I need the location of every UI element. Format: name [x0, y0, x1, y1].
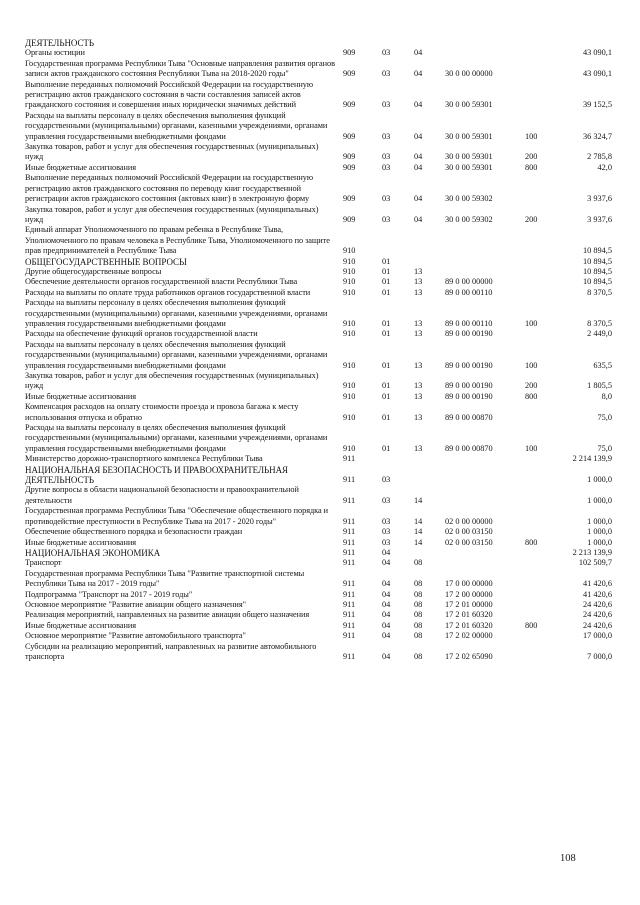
amount-cell: 3 937,6 [587, 214, 612, 224]
subsection-code-cell: 08 [414, 651, 423, 661]
amount-cell: 17 000,0 [582, 631, 612, 641]
ministry-code-cell: 911 [343, 527, 356, 537]
section-code-cell: 01 [382, 381, 391, 391]
row-name: Иные бюджетные ассигнования [25, 537, 137, 547]
ministry-code-cell: 910 [343, 256, 356, 266]
section-code-cell: 03 [382, 194, 391, 204]
table-row [0, 371, 640, 392]
amount-cell: 10 894,5 [582, 277, 612, 287]
amount-cell: 7 000,0 [587, 651, 612, 661]
amount-cell: 2 785,8 [587, 152, 612, 162]
expense-type-cell: 100 [525, 443, 538, 453]
table-row [0, 288, 640, 298]
amount-cell: 2 449,0 [587, 329, 612, 339]
subsection-code-cell: 04 [414, 100, 423, 110]
table-row [0, 590, 640, 600]
amount-cell: 10 894,5 [582, 266, 612, 276]
amount-cell: 1 000,0 [587, 495, 612, 505]
section-code-cell: 04 [382, 599, 391, 609]
subsection-code-cell: 13 [414, 287, 423, 297]
section-code-cell: 03 [382, 495, 391, 505]
section-code-cell: 01 [382, 360, 391, 370]
row-name: Государственная программа Республики Тыва "Развитие транспортной системы Республики Тыва на 2017 - 2019 годы" [25, 568, 305, 589]
amount-cell: 39 152,5 [582, 100, 612, 110]
ministry-code-cell: 911 [343, 651, 356, 661]
subsection-code-cell: 04 [414, 152, 423, 162]
ministry-code-cell: 911 [343, 516, 356, 526]
subsection-code-cell: 08 [414, 631, 423, 641]
target-article-cell: 02 0 00 00000 [445, 516, 493, 526]
amount-cell: 10 894,5 [582, 256, 612, 266]
table-row [0, 257, 640, 267]
ministry-code-cell: 911 [343, 579, 356, 589]
section-code-cell: 04 [382, 631, 391, 641]
row-name: Расходы на выплаты по оплате труда работников органов государственной власти [25, 287, 311, 297]
target-article-cell: 89 0 00 00000 [445, 277, 493, 287]
row-name: ОБЩЕГОСУДАРСТВЕННЫЕ ВОПРОСЫ [25, 256, 187, 267]
row-name: Единый аппарат Уполномоченного по правам ребенка в Республике Тыва, Уполномоченного по правам человека в Республике Тыва, Уполномоченного по защите прав предпринимателей в Республике Тыва [25, 225, 330, 256]
subsection-code-cell: 14 [414, 495, 423, 505]
ministry-code-cell: 909 [343, 131, 356, 141]
target-article-cell: 30 0 00 59302 [445, 214, 493, 224]
ministry-code-cell: 911 [343, 454, 356, 464]
subsection-code-cell: 13 [414, 391, 423, 401]
ministry-code-cell: 910 [343, 318, 356, 328]
amount-cell: 1 000,0 [587, 527, 612, 537]
target-article-cell: 17 2 01 60320 [445, 610, 493, 620]
table-row [0, 173, 640, 204]
target-article-cell: 30 0 00 59301 [445, 131, 493, 141]
ministry-code-cell: 910 [343, 443, 356, 453]
section-code-cell: 01 [382, 329, 391, 339]
expense-type-cell: 800 [525, 162, 538, 172]
amount-cell: 41 420,6 [582, 589, 612, 599]
row-name: НАЦИОНАЛЬНАЯ ЭКОНОМИКА [25, 547, 161, 558]
subsection-code-cell: 08 [414, 589, 423, 599]
amount-cell: 2 213 139,9 [572, 547, 612, 557]
row-name: НАЦИОНАЛЬНАЯ БЕЗОПАСНОСТЬ И ПРАВООХРАНИТЕЛЬНАЯ ДЕЯТЕЛЬНОСТЬ [25, 464, 288, 486]
section-code-cell: 03 [382, 537, 391, 547]
section-code-cell: 04 [382, 589, 391, 599]
amount-cell: 635,5 [593, 360, 612, 370]
target-article-cell: 89 0 00 00110 [445, 287, 493, 297]
target-article-cell: 17 2 02 00000 [445, 631, 493, 641]
ministry-code-cell: 910 [343, 412, 356, 422]
table-row [0, 163, 640, 173]
table-row [0, 80, 640, 111]
table-row [0, 225, 640, 256]
table-row [0, 38, 640, 48]
amount-cell: 1 000,0 [587, 537, 612, 547]
amount-cell: 41 420,6 [582, 579, 612, 589]
expense-type-cell: 100 [525, 131, 538, 141]
row-name: Расходы на выплаты персоналу в целях обеспечения выполнения функций государственными (муниципальными) органами, казенными учреждениями, органами управления государственными внебюджетными фондами [25, 298, 328, 328]
expense-type-cell: 100 [525, 360, 538, 370]
section-code-cell: 01 [382, 318, 391, 328]
ministry-code-cell: 910 [343, 381, 356, 391]
target-article-cell: 30 0 00 59302 [445, 194, 493, 204]
amount-cell: 42,0 [597, 162, 612, 172]
row-name: Расходы на выплаты персоналу в целях обеспечения выполнения функций государственными (муниципальными) органами, казенными учреждениями, органами управления государственными внебюджетными фондами [25, 110, 328, 141]
subsection-code-cell: 04 [414, 194, 423, 204]
section-code-cell: 01 [382, 412, 391, 422]
table-row [0, 402, 640, 423]
ministry-code-cell: 909 [343, 100, 356, 110]
row-name: Выполнение переданных полномочий Российской Федерации на государственную регистрацию актов гражданского состояния в части составления записей актов гражданского состояния и совершения иных юридически значимых действий [25, 79, 313, 110]
amount-cell: 8,0 [601, 391, 612, 401]
table-row [0, 205, 640, 226]
row-name: Транспорт [25, 558, 62, 568]
row-name: Основное мероприятие "Развитие авиации общего назначения" [25, 599, 246, 609]
section-code-cell: 03 [382, 214, 391, 224]
amount-cell: 1 000,0 [587, 516, 612, 526]
row-name: Другие вопросы в области национальной безопасности и правоохранительной деятельности [25, 485, 299, 505]
table-row [0, 142, 640, 163]
ministry-code-cell: 909 [343, 162, 356, 172]
row-name: Основное мероприятие "Развитие автомобильного транспорта" [25, 631, 246, 641]
row-name: Обеспечение общественного порядка и безопасности граждан [25, 527, 243, 537]
ministry-code-cell: 911 [343, 589, 356, 599]
target-article-cell: 89 0 00 00190 [445, 381, 493, 391]
target-article-cell: 17 2 01 60320 [445, 620, 493, 630]
table-row [0, 111, 640, 142]
table-row [0, 277, 640, 287]
amount-cell: 8 370,5 [587, 318, 612, 328]
amount-cell: 8 370,5 [587, 287, 612, 297]
section-code-cell: 04 [382, 558, 391, 568]
row-name: Иные бюджетные ассигнования [25, 620, 137, 630]
section-code-cell: 04 [382, 651, 391, 661]
target-article-cell: 30 0 00 59301 [445, 100, 493, 110]
target-article-cell: 17 2 02 65090 [445, 651, 493, 661]
target-article-cell: 30 0 00 59301 [445, 152, 493, 162]
subsection-code-cell: 13 [414, 381, 423, 391]
row-name: Министерство дорожно-транспортного комплекса Республики Тыва [25, 454, 263, 464]
row-name: Обеспечение деятельности органов государственной власти Республики Тыва [25, 277, 298, 287]
target-article-cell: 30 0 00 00000 [445, 69, 493, 79]
amount-cell: 36 324,7 [582, 131, 612, 141]
budget-table [0, 38, 640, 662]
section-code-cell: 01 [382, 443, 391, 453]
target-article-cell: 89 0 00 00190 [445, 329, 493, 339]
target-article-cell: 89 0 00 00190 [445, 391, 493, 401]
subsection-code-cell: 13 [414, 266, 423, 276]
amount-cell: 3 937,6 [587, 194, 612, 204]
target-article-cell: 30 0 00 59301 [445, 162, 493, 172]
table-row [0, 538, 640, 548]
table-row [0, 610, 640, 620]
page-number: 108 [560, 853, 576, 864]
amount-cell: 2 214 139,9 [572, 454, 612, 464]
section-code-cell: 03 [382, 131, 391, 141]
row-name: Подпрограмма "Транспорт на 2017 - 2019 годы" [25, 589, 193, 599]
section-code-cell: 01 [382, 277, 391, 287]
target-article-cell: 17 2 01 00000 [445, 599, 493, 609]
ministry-code-cell: 909 [343, 69, 356, 79]
table-row [0, 506, 640, 527]
section-code-cell: 03 [382, 152, 391, 162]
row-name: Реализация мероприятий, направленных на развитие авиации общего назначения [25, 610, 310, 620]
subsection-code-cell: 14 [414, 516, 423, 526]
row-name: Закупка товаров, работ и услуг для обеспечения государственных (муниципальных) нужд [25, 142, 319, 162]
ministry-code-cell: 909 [343, 214, 356, 224]
amount-cell: 43 090,1 [582, 69, 612, 79]
subsection-code-cell: 14 [414, 537, 423, 547]
ministry-code-cell: 911 [343, 558, 356, 568]
table-row [0, 569, 640, 590]
subsection-code-cell: 13 [414, 360, 423, 370]
expense-type-cell: 100 [525, 318, 538, 328]
amount-cell: 1 805,5 [587, 381, 612, 391]
section-code-cell: 01 [382, 391, 391, 401]
subsection-code-cell: 13 [414, 318, 423, 328]
target-article-cell: 02 0 00 03150 [445, 537, 493, 547]
ministry-code-cell: 911 [343, 547, 356, 557]
ministry-code-cell: 910 [343, 391, 356, 401]
ministry-code-cell: 911 [343, 599, 356, 609]
ministry-code-cell: 911 [343, 610, 356, 620]
section-code-cell: 04 [382, 610, 391, 620]
table-row [0, 642, 640, 663]
section-code-cell: 04 [382, 579, 391, 589]
table-row [0, 454, 640, 464]
subsection-code-cell: 13 [414, 329, 423, 339]
subsection-code-cell: 04 [414, 131, 423, 141]
amount-cell: 1 000,0 [587, 475, 612, 485]
section-code-cell: 01 [382, 266, 391, 276]
ministry-code-cell: 911 [343, 631, 356, 641]
table-row [0, 527, 640, 537]
table-row [0, 392, 640, 402]
row-name: Иные бюджетные ассигнования [25, 391, 137, 401]
row-name: Государственная программа Республики Тыва "Основные направления развития органов записи актов гражданского состояния Республики Тыва на 2018-2020 годы" [25, 58, 335, 79]
subsection-code-cell: 04 [414, 214, 423, 224]
row-name: Расходы на выплаты персоналу в целях обеспечения выполнения функций государственными (муниципальными) органами, казенными учреждениями, органами управления государственными внебюджетными фондами [25, 423, 328, 453]
subsection-code-cell: 04 [414, 48, 423, 58]
row-name: Выполнение переданных полномочий Российской Федерации на государственную регистрацию актов гражданского состояния по переводу книг государственной регистрации актов гражданского состояния (актовых книг) в электронную форму [25, 173, 313, 204]
expense-type-cell: 200 [525, 381, 538, 391]
amount-cell: 24 420,6 [582, 610, 612, 620]
amount-cell: 10 894,5 [582, 246, 612, 256]
ministry-code-cell: 910 [343, 329, 356, 339]
amount-cell: 24 420,6 [582, 620, 612, 630]
section-code-cell: 03 [382, 100, 391, 110]
target-article-cell: 02 0 00 03150 [445, 527, 493, 537]
section-code-cell: 01 [382, 256, 391, 266]
amount-cell: 75,0 [597, 412, 612, 422]
table-row [0, 485, 640, 506]
table-row [0, 631, 640, 641]
ministry-code-cell: 910 [343, 266, 356, 276]
row-name: Органы юстиции [25, 48, 85, 58]
subsection-code-cell: 08 [414, 579, 423, 589]
ministry-code-cell: 909 [343, 152, 356, 162]
target-article-cell: 17 2 00 00000 [445, 589, 493, 599]
ministry-code-cell: 909 [343, 48, 356, 58]
table-row [0, 59, 640, 80]
section-code-cell: 03 [382, 162, 391, 172]
expense-type-cell: 200 [525, 214, 538, 224]
section-code-cell: 03 [382, 475, 391, 485]
table-row [0, 48, 640, 58]
row-name: Иные бюджетные ассигнования [25, 162, 137, 172]
subsection-code-cell: 08 [414, 620, 423, 630]
table-row [0, 621, 640, 631]
ministry-code-cell: 910 [343, 246, 356, 256]
subsection-code-cell: 08 [414, 558, 423, 568]
table-row [0, 600, 640, 610]
amount-cell: 75,0 [597, 443, 612, 453]
section-code-cell: 03 [382, 69, 391, 79]
ministry-code-cell: 909 [343, 194, 356, 204]
section-code-cell: 01 [382, 287, 391, 297]
table-row [0, 465, 640, 486]
table-row [0, 329, 640, 339]
target-article-cell: 89 0 00 00190 [445, 360, 493, 370]
ministry-code-cell: 911 [343, 620, 356, 630]
amount-cell: 43 090,1 [582, 48, 612, 58]
subsection-code-cell: 04 [414, 162, 423, 172]
table-row [0, 298, 640, 329]
expense-type-cell: 200 [525, 152, 538, 162]
subsection-code-cell: 14 [414, 527, 423, 537]
ministry-code-cell: 911 [343, 475, 356, 485]
expense-type-cell: 800 [525, 391, 538, 401]
target-article-cell: 89 0 00 00110 [445, 318, 493, 328]
subsection-code-cell: 04 [414, 69, 423, 79]
row-name: Закупка товаров, работ и услуг для обеспечения государственных (муниципальных) нужд [25, 204, 319, 224]
amount-cell: 24 420,6 [582, 599, 612, 609]
expense-type-cell: 800 [525, 537, 538, 547]
target-article-cell: 89 0 00 00870 [445, 443, 493, 453]
section-code-cell: 03 [382, 48, 391, 58]
ministry-code-cell: 911 [343, 537, 356, 547]
section-code-cell: 03 [382, 516, 391, 526]
ministry-code-cell: 910 [343, 360, 356, 370]
subsection-code-cell: 08 [414, 599, 423, 609]
row-name: Расходы на обеспечение функций органов государственной власти [25, 329, 258, 339]
table-row [0, 267, 640, 277]
target-article-cell: 89 0 00 00870 [445, 412, 493, 422]
ministry-code-cell: 911 [343, 495, 356, 505]
subsection-code-cell: 08 [414, 610, 423, 620]
target-article-cell: 17 0 00 00000 [445, 579, 493, 589]
ministry-code-cell: 910 [343, 277, 356, 287]
row-name: Государственная программа Республики Тыва "Обеспечение общественного порядка и противодействие преступности в Республике Тыва на 2017 - 2020 годы" [25, 506, 329, 526]
subsection-code-cell: 13 [414, 412, 423, 422]
table-row [0, 558, 640, 568]
section-code-cell: 04 [382, 620, 391, 630]
amount-cell: 102 509,7 [578, 558, 612, 568]
row-name: Другие общегосударственные вопросы [25, 266, 162, 276]
table-row [0, 423, 640, 454]
row-name: Компенсация расходов на оплату стоимости проезда и провоза багажа к месту использования отпуска и обратно [25, 402, 299, 422]
table-row [0, 340, 640, 371]
expense-type-cell: 800 [525, 620, 538, 630]
row-name: Закупка товаров, работ и услуг для обеспечения государственных (муниципальных) нужд [25, 371, 319, 391]
table-row [0, 548, 640, 558]
row-name: Субсидии на реализацию мероприятий, направленных на развитие автомобильного транспорта [25, 641, 317, 661]
subsection-code-cell: 13 [414, 443, 423, 453]
ministry-code-cell: 910 [343, 287, 356, 297]
row-name: Расходы на выплаты персоналу в целях обеспечения выполнения функций государственными (муниципальными) органами, казенными учреждениями, органами управления государственными внебюджетными фондами [25, 339, 328, 370]
section-code-cell: 03 [382, 527, 391, 537]
subsection-code-cell: 13 [414, 277, 423, 287]
row-name: ДЕЯТЕЛЬНОСТЬ [25, 38, 94, 48]
section-code-cell: 04 [382, 547, 391, 557]
